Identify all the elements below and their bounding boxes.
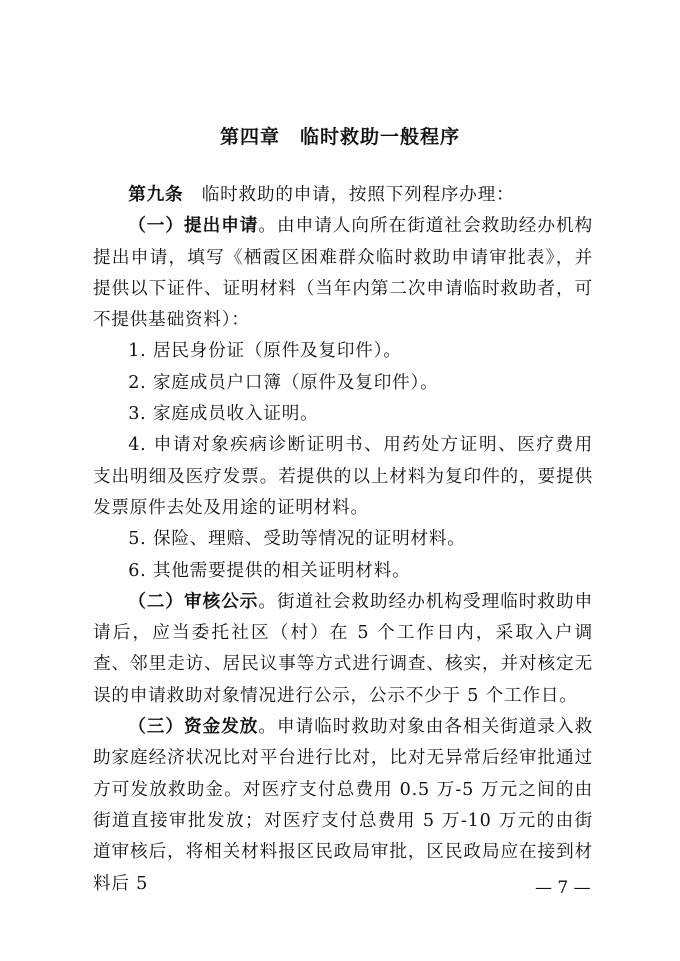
list-item-4: 4. 申请对象疾病诊断证明书、用药处方证明、医疗费用支出明细及医疗发票。若提供的以上材料为复印件的，要提供发票原件去处及用途的证明材料。	[93, 435, 593, 518]
article-heading: 第九条	[128, 185, 184, 205]
body-text	[93, 180, 593, 900]
list-item-2: 2. 家庭成员户口簿（原件及复印件）。	[128, 372, 439, 393]
list-item-3: 3. 家庭成员收入证明。	[128, 404, 319, 425]
list-item-5: 5. 保险、理赔、受助等情况的证明材料。	[128, 529, 466, 550]
step-3-text: 。申请临时救助对象由各相关街道录入救助家庭经济状况比对平台进行比对，比对无异常后经审批通过方可发放救助金。对医疗支付总费用 0.5 万-5 万元之间的由街道直接审批发放；对医疗支付总费用 5 万-10 万元的由街道审核后，将相关材料报区民政局审批，区民政局应在接到材料后 5	[93, 717, 593, 894]
step-2-label: （二）审核公示	[128, 591, 259, 612]
step-3-paragraph	[93, 712, 593, 900]
list-item-1: 1. 居民身份证（原件及复印件）。	[128, 341, 402, 362]
step-1-text: 。由申请人向所在街道社会救助经办机构提出申请，填写《栖霞区困难群众临时救助申请审批表》，并提供以下证件、证明材料（当年内第二次申请临时救助者，可不提供基础资料）：	[93, 216, 593, 331]
chapter-title: 第四章 临时救助一般程序	[219, 126, 460, 148]
list-item-6: 6. 其他需要提供的相关证明材料。	[128, 560, 411, 581]
step-3-label: （三）资金发放	[128, 717, 259, 738]
article-intro: 临时救助的申请，按照下列程序办理：	[183, 185, 515, 205]
step-2-text: 。街道社会救助经办机构受理临时救助申请后，应当委托社区（村）在 5 个工作日内，采取入户调查、邻里走访、居民议事等方式进行调查、核实，并对核定无误的申请救助对象情况进行公示，公示不少于 5 个工作日。	[93, 591, 593, 706]
step-2-paragraph	[93, 587, 593, 712]
step-1-label: （一）提出申请	[128, 216, 259, 237]
step-1-paragraph	[93, 211, 593, 336]
article-9-paragraph	[93, 180, 593, 211]
page-number: — 7 —	[535, 878, 591, 898]
